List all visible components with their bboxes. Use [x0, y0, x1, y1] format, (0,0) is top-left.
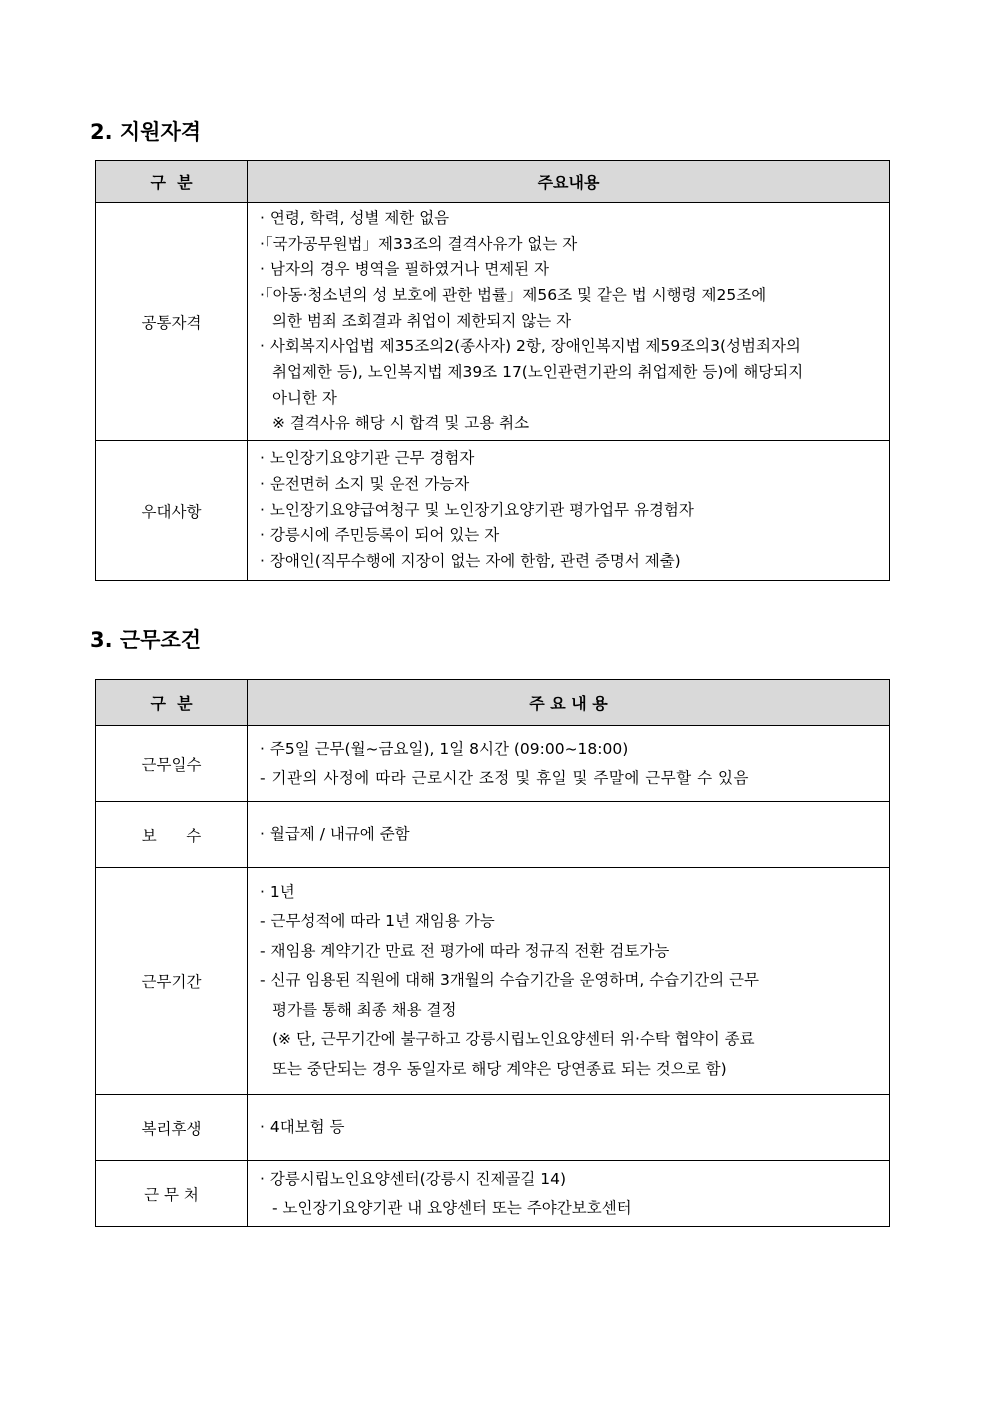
row-content: [248, 441, 890, 581]
content-line: - 노인장기요양기관 내 요양센터 또는 주야간보호센터: [272, 1198, 632, 1217]
table-row: [96, 1161, 890, 1227]
header-category: 구 분: [96, 161, 248, 203]
qualifications-table: [95, 160, 890, 581]
content-line: · 1년: [260, 882, 295, 901]
row-category: 복리후생: [96, 1095, 248, 1161]
table-row: [96, 441, 890, 581]
row-content: [248, 726, 890, 802]
header-category: 구 분: [96, 680, 248, 726]
table-header-row: [96, 680, 890, 726]
table-row: [96, 1095, 890, 1161]
content-line: - 기관의 사정에 따라 근로시간 조정 및 휴일 및 주말에 근무할 수 있음: [260, 768, 749, 787]
content-line: · 사회복지사업법 제35조의2(종사자) 2항, 장애인복지법 제59조의3(성범죄자의: [260, 337, 801, 356]
content-line: 평가를 통해 최종 채용 결정: [272, 1000, 457, 1019]
content-line: · 운전면허 소지 및 운전 가능자: [260, 474, 470, 493]
table-row: [96, 802, 890, 868]
row-category: 보 수: [96, 802, 248, 868]
content-line: ·「아동·청소년의 성 보호에 관한 법률」제56조 및 같은 법 시행령 제25조에: [260, 285, 767, 304]
content-line: - 근무성적에 따라 1년 재임용 가능: [260, 912, 495, 931]
content-line: · 주5일 근무(월~금요일), 1일 8시간 (09:00~18:00): [260, 739, 629, 758]
row-content: [248, 1161, 890, 1227]
row-category: 근무기간: [96, 868, 248, 1095]
content-line: · 4대보험 등: [260, 1117, 345, 1136]
working-conditions-table: [95, 679, 890, 1227]
content-line: ·「국가공무원법」제33조의 결격사유가 없는 자: [260, 234, 578, 253]
content-line: · 장애인(직무수행에 지장이 없는 자에 한함, 관련 증명서 제출): [260, 552, 681, 571]
header-content: 주요내용: [248, 161, 890, 203]
content-line: · 강릉시에 주민등록이 되어 있는 자: [260, 526, 500, 545]
section-title-qualifications: 2. 지원자격: [90, 120, 202, 144]
row-category: 공통자격: [96, 203, 248, 441]
content-line: · 노인장기요양기관 근무 경험자: [260, 449, 475, 468]
content-line: 취업제한 등), 노인복지법 제39조 17(노인관련기관의 취업제한 등)에 해당되지: [272, 363, 804, 382]
row-category: 근 무 처: [96, 1161, 248, 1227]
content-line: 아니한 자: [272, 388, 337, 407]
row-content: [248, 1095, 890, 1161]
content-line: - 재임용 계약기간 만료 전 평가에 따라 정규직 전환 검토가능: [260, 941, 670, 960]
table-row: [96, 726, 890, 802]
row-category: 근무일수: [96, 726, 248, 802]
table-header-row: [96, 161, 890, 203]
content-line: · 연령, 학력, 성별 제한 없음: [260, 208, 450, 227]
content-line: · 노인장기요양급여청구 및 노인장기요양기관 평가업무 유경험자: [260, 500, 694, 519]
header-content: 주 요 내 용: [248, 680, 890, 726]
row-content: [248, 802, 890, 868]
section-title-working-conditions: 3. 근무조건: [90, 628, 202, 652]
content-line: ※ 결격사유 해당 시 합격 및 고용 취소: [272, 414, 530, 433]
table-row: [96, 203, 890, 441]
content-line: · 강릉시립노인요양센터(강릉시 진제골길 14): [260, 1169, 567, 1188]
content-line: 의한 범죄 조회결과 취업이 제한되지 않는 자: [272, 311, 572, 330]
content-line: - 신규 임용된 직원에 대해 3개월의 수습기간을 운영하며, 수습기간의 근무: [260, 971, 759, 990]
content-line: · 남자의 경우 병역을 필하였거나 면제된 자: [260, 260, 550, 279]
content-line: (※ 단, 근무기간에 불구하고 강릉시립노인요양센터 위·수탁 협약이 종료: [272, 1030, 755, 1049]
content-line: 또는 중단되는 경우 동일자로 해당 계약은 당연종료 되는 것으로 함): [272, 1059, 727, 1078]
table-row: [96, 868, 890, 1095]
content-line: · 월급제 / 내규에 준함: [260, 824, 410, 843]
row-content: [248, 868, 890, 1095]
row-content: [248, 203, 890, 441]
row-category: 우대사항: [96, 441, 248, 581]
